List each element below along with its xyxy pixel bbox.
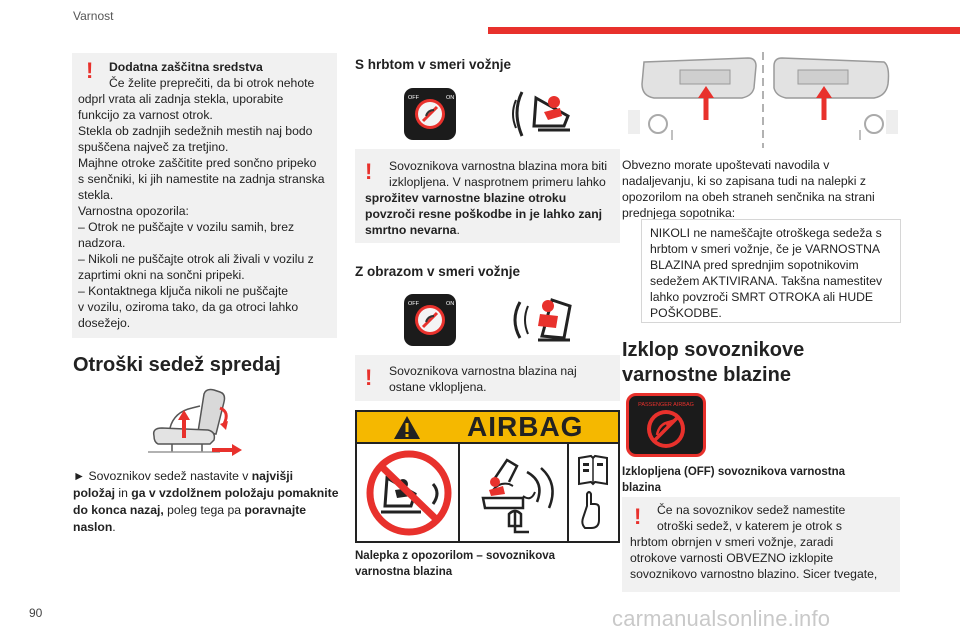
section-title: Varnost: [73, 9, 114, 23]
note-line: v vozilu, oziroma tako, da ga otroci lahko: [78, 300, 299, 314]
airbag-word: AIRBAG: [467, 411, 584, 442]
note-line: Majhne otroke zaščitite pred sončno pripeko: [78, 156, 317, 170]
header-accent-bar: [488, 27, 960, 34]
note-line: spuščena največ za tretjino.: [78, 140, 229, 154]
note-line: stekla.: [78, 188, 114, 202]
watermark: carmanualsonline.info: [612, 606, 831, 631]
warning-exclamation-icon: !: [365, 159, 373, 184]
note-line: – Nikoli ne puščajte otrok ali živali v vozilu z: [78, 252, 314, 266]
warning-label-caption: Nalepka z opozorilom – sovoznikova varnostna blazina: [355, 550, 556, 578]
forward-facing-heading: Z obrazom v smeri vožnje: [355, 264, 521, 279]
airbag-status-icon: [404, 294, 456, 346]
deactivate-airbag-warning-note: ! Če na sovoznikov sedež namestite otroški sedež, v katerem je otrok s hrbtom obrnjen v smeri vožnje, zaradi otrokove varnosti OBVEZNO izklopite sovoznikovo varnostno blazino. Sicer tvegate,: [622, 497, 900, 592]
sun-visor-labels-illustration: [622, 48, 904, 152]
note-line: funkcijo za varnost otrok.: [78, 108, 213, 122]
rear-facing-seat-icon: [508, 86, 578, 144]
warning-exclamation-icon: !: [86, 58, 94, 83]
instructions-paragraph: Obvezno morate upoštevati navodila v nadaljevanju, ki so zapisana tudi na nalepki z opozorilom na obeh straneh senčnika na strani prednjega sopotnika:: [622, 158, 875, 220]
page-number: 90: [29, 606, 43, 620]
airbag-deactivation-heading: Izklop sovoznikove varnostne blazine: [622, 339, 805, 386]
airbag-off-symbol-icon: [629, 396, 703, 454]
warning-triangle-icon: [393, 415, 421, 440]
additional-protection-note: [72, 53, 337, 338]
svg-text:PASSENGER AIRBAG: PASSENGER AIRBAG: [638, 402, 694, 408]
svg-text:ON: ON: [446, 301, 455, 307]
note-line: – Otrok ne puščajte v vozilu samih, brez: [78, 220, 295, 234]
note-line: Če želite preprečiti, da bi otrok nehote: [109, 76, 315, 90]
forward-facing-seat-icon: [508, 292, 578, 348]
airbag-on-off-icon: [404, 294, 456, 346]
note-title: Dodatna zaščitna sredstva: [109, 60, 263, 74]
never-install-warning-box: NIKOLI ne nameščajte otroškega sedeža s hrbtom v smeri vožnje, če je VARNOSTNA BLAZINA pred sprednjim sopotnikovim sedežem AKTIVIRANA. Takšna namestitev lahko povzroči SMRT OTROKA ali HUDE POŠKODBE.: [641, 219, 901, 323]
prohibited-rear-seat-icon: [365, 450, 453, 536]
seat-instruction: ► Sovoznikov sedež nastavite v najvišji položaj in ga v vzdolžnem položaju pomaknite do konca nazaj, poleg tega pa poravnajte naslon.: [73, 469, 339, 534]
read-manual-icon: [573, 450, 613, 538]
note-line: zaprtimi okni na sončni pripeki.: [78, 268, 245, 282]
rear-facing-heading: S hrbtom v smeri vožnje: [355, 57, 512, 72]
note-line: Varnostna opozorila:: [78, 204, 189, 218]
seat-adjustment-illustration: [140, 388, 250, 458]
svg-text:OFF: OFF: [408, 301, 419, 307]
airbag-deployment-icon: [465, 452, 565, 540]
airbag-status-icon: [404, 88, 456, 140]
rear-facing-warning-note: ! Sovoznikova varnostna blazina mora biti izklopljena. V nasprotnem primeru lahko sprožitev varnostne blazine otroku povzroči resne poškodbe in je lahko zanj smrtno nevarna.: [355, 149, 620, 243]
airbag-label-header: [357, 412, 618, 442]
forward-facing-warning-note: ! Sovoznikova varnostna blazina naj ostane vklopljena.: [355, 355, 620, 401]
svg-text:ON: ON: [446, 95, 455, 101]
svg-text:OFF: OFF: [408, 95, 419, 101]
airbag-warning-label: [355, 410, 620, 543]
warning-exclamation-icon: !: [365, 365, 373, 390]
airbag-off-caption: Izklopljena (OFF) sovoznikova varnostna blazina: [622, 466, 846, 494]
note-line: odprl vrata ali zadnja stekla, uporabite: [78, 92, 284, 106]
front-child-seat-heading: Otroški sedež spredaj: [73, 354, 281, 376]
airbag-on-off-icon: [404, 88, 456, 140]
note-line: Stekla ob zadnjih sedežnih mestih naj bodo: [78, 124, 313, 138]
note-line: nadzora.: [78, 236, 126, 250]
note-line: s senčniki, ki jih namestite na zadnja stranska: [78, 172, 325, 186]
note-line: – Kontaktnega ključa nikoli ne puščajte: [78, 284, 289, 298]
warning-exclamation-icon: !: [634, 504, 642, 529]
passenger-airbag-off-icon: [626, 393, 706, 457]
note-line: dosežejo.: [78, 316, 131, 330]
